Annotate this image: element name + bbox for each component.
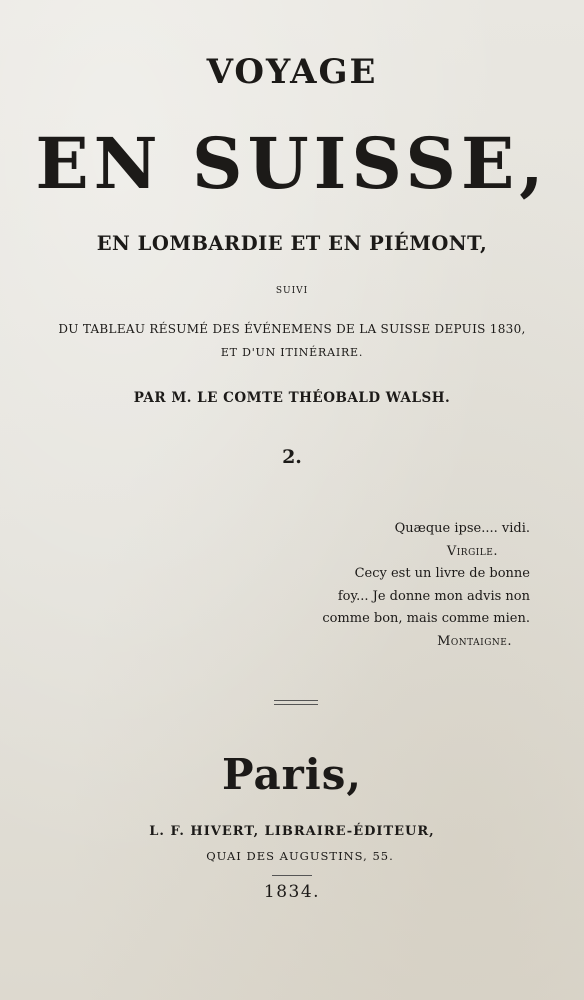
imprint-publisher: L. F. HIVERT, LIBRAIRE-ÉDITEUR, (149, 824, 435, 839)
subtitle-lombardie: EN LOMBARDIE ET EN PIÉMONT, (96, 232, 488, 255)
subtitle-itineraire: ET D'UN ITINÉRAIRE. (220, 346, 364, 359)
epigraph (290, 518, 530, 653)
imprint-year: 1834. (263, 882, 321, 902)
epigraph-quote-montaigne-line3: comme bon, mais comme mien. (322, 611, 530, 626)
title-line-voyage: VOYAGE (206, 52, 378, 92)
epigraph-attribution-montaigne: Montaigne. (437, 633, 512, 649)
epigraph-attribution-virgil: Virgile. (446, 543, 498, 559)
imprint-city: Paris, (221, 750, 363, 799)
epigraph-quote-virgil: Quæque ipse.... vidi. (394, 521, 530, 536)
epigraph-quote-montaigne-line2: foy... Je donne mon advis non (337, 588, 530, 604)
volume-number: 2. (282, 446, 302, 468)
title-line-en-suisse: EN SUISSE, (35, 122, 549, 205)
divider-rule (272, 875, 312, 876)
subtitle-tableau: DU TABLEAU RÉSUMÉ DES ÉVÉNEMENS DE LA SUISSE DEPUIS 1830, (58, 322, 526, 336)
author-line: PAR M. LE COMTE THÉOBALD WALSH. (133, 390, 451, 406)
imprint-address: QUAI DES AUGUSTINS, 55. (206, 849, 394, 863)
ornamental-rule (274, 700, 318, 705)
epigraph-quote-montaigne-line1: Cecy est un livre de bonne (354, 566, 530, 581)
subtitle-suivi: SUIVI (275, 286, 309, 296)
